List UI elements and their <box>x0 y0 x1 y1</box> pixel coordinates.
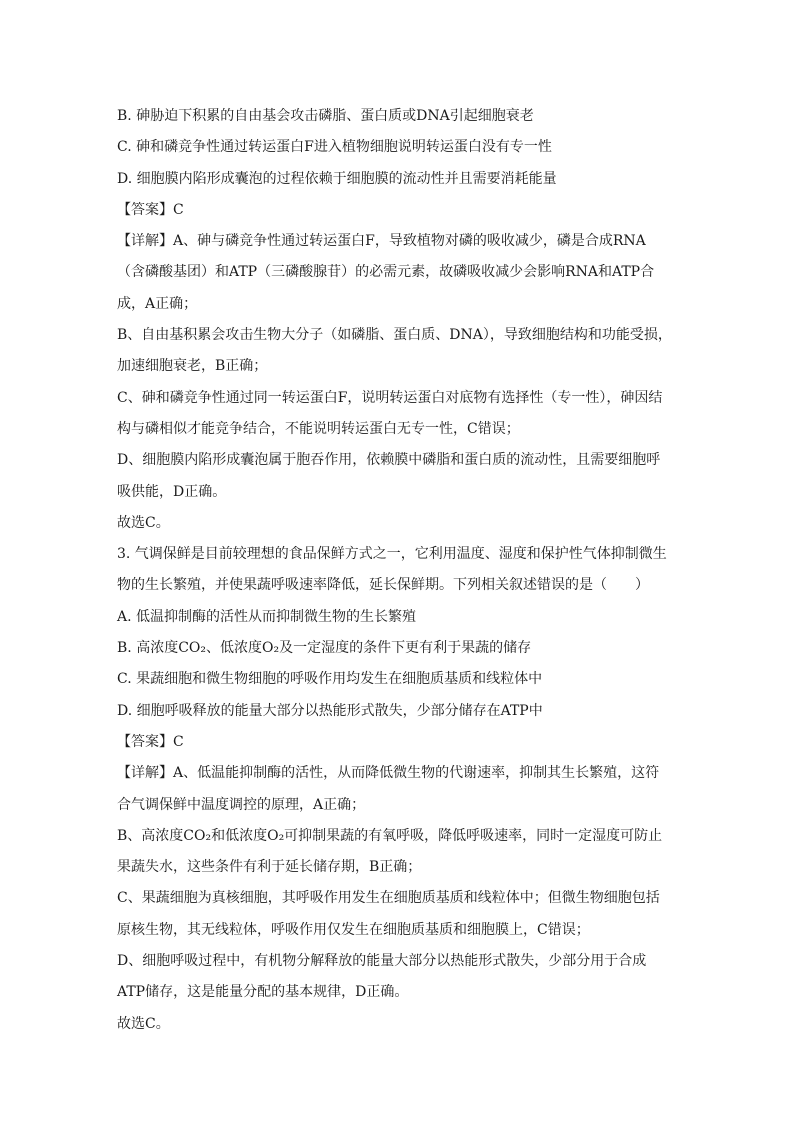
option-d-q3: D. 细胞呼吸释放的能量大部分以热能形式散失，少部分储存在ATP中 <box>117 702 543 719</box>
explanation-line: 【详解】A、低温能抑制酶的活性，从而降低微生物的代谢速率，抑制其生长繁殖，这符 <box>117 765 660 782</box>
explanation-line: 构与磷相似才能竞争结合，不能说明转运蛋白无专一性，C错误； <box>117 420 520 437</box>
explanation-line: B、高浓度CO₂和低浓度O₂可抑制果蔬的有氧呼吸，降低呼吸速率，同时一定湿度可防止 <box>117 827 663 844</box>
explanation-line: （含磷酸基团）和ATP（三磷酸腺苷）的必需元素，故磷吸收减少会影响RNA和ATP合 <box>117 264 655 281</box>
explanation-line: D、细胞呼吸过程中，有机物分解释放的能量大部分以热能形式散失，少部分用于合成 <box>117 953 647 970</box>
option-a-q3: A. 低温抑制酶的活性从而抑制微生物的生长繁殖 <box>117 608 417 625</box>
explanation-line: 原核生物，其无线粒体，呼吸作用仅发生在细胞质基质和细胞膜上，C错误； <box>117 921 590 938</box>
question-3-stem: 物的生长繁殖，并使果蔬呼吸速率降低，延长保鲜期。下列相关叙述错误的是（ ） <box>117 577 649 594</box>
explanation-line: C、砷和磷竞争性通过同一转运蛋白F，说明转运蛋白对底物有选择性（专一性），砷因结 <box>117 389 663 406</box>
conclusion-q3: 故选C。 <box>117 1015 170 1032</box>
option-c-q3: C. 果蔬细胞和微生物细胞的呼吸作用均发生在细胞质基质和线粒体中 <box>117 671 543 688</box>
explanation-line: ATP储存，这是能量分配的基本规律，D正确。 <box>117 984 409 1001</box>
explanation-line: D、细胞膜内陷形成囊泡属于胞吞作用，依赖膜中磷脂和蛋白质的流动性，且需要细胞呼 <box>117 452 661 469</box>
conclusion-q2: 故选C。 <box>117 514 170 531</box>
explanation-line: 合气调保鲜中温度调控的原理，A正确； <box>117 796 366 813</box>
explanation-line: C、果蔬细胞为真核细胞，其呼吸作用发生在细胞质基质和线粒体中；但微生物细胞包括 <box>117 890 660 907</box>
option-c-q2: C. 砷和磷竞争性通过转运蛋白F进入植物细胞说明转运蛋白没有专一性 <box>117 139 552 156</box>
option-d-q2: D. 细胞膜内陷形成囊泡的过程依赖于细胞膜的流动性并且需要消耗能量 <box>117 170 557 187</box>
document-body <box>117 101 677 1040</box>
option-b-q3: B. 高浓度CO₂、低浓度O₂及一定湿度的条件下更有利于果蔬的储存 <box>117 640 532 657</box>
option-b-q2: B. 砷胁迫下积累的自由基会攻击磷脂、蛋白质或DNA引起细胞衰老 <box>117 108 534 124</box>
answer-q3: 【答案】C <box>117 733 184 750</box>
explanation-line: B、自由基积累会攻击生物大分子（如磷脂、蛋白质、DNA），导致细胞结构和功能受损， <box>117 327 672 344</box>
answer-q2: 【答案】C <box>117 201 184 218</box>
explanation-line: 果蔬失水，这些条件有利于延长储存期，B正确； <box>117 859 422 876</box>
explanation-line: 加速细胞衰老，B正确； <box>117 358 268 375</box>
explanation-line: 成，A正确； <box>117 295 198 312</box>
question-3-stem: 3. 气调保鲜是目前较理想的食品保鲜方式之一，它利用温度、湿度和保护性气体抑制微生 <box>117 546 667 563</box>
explanation-line: 吸供能，D正确。 <box>117 483 227 500</box>
explanation-line: 【详解】A、砷与磷竞争性通过转运蛋白F，导致植物对磷的吸收减少，磷是合成RNA <box>117 233 646 250</box>
